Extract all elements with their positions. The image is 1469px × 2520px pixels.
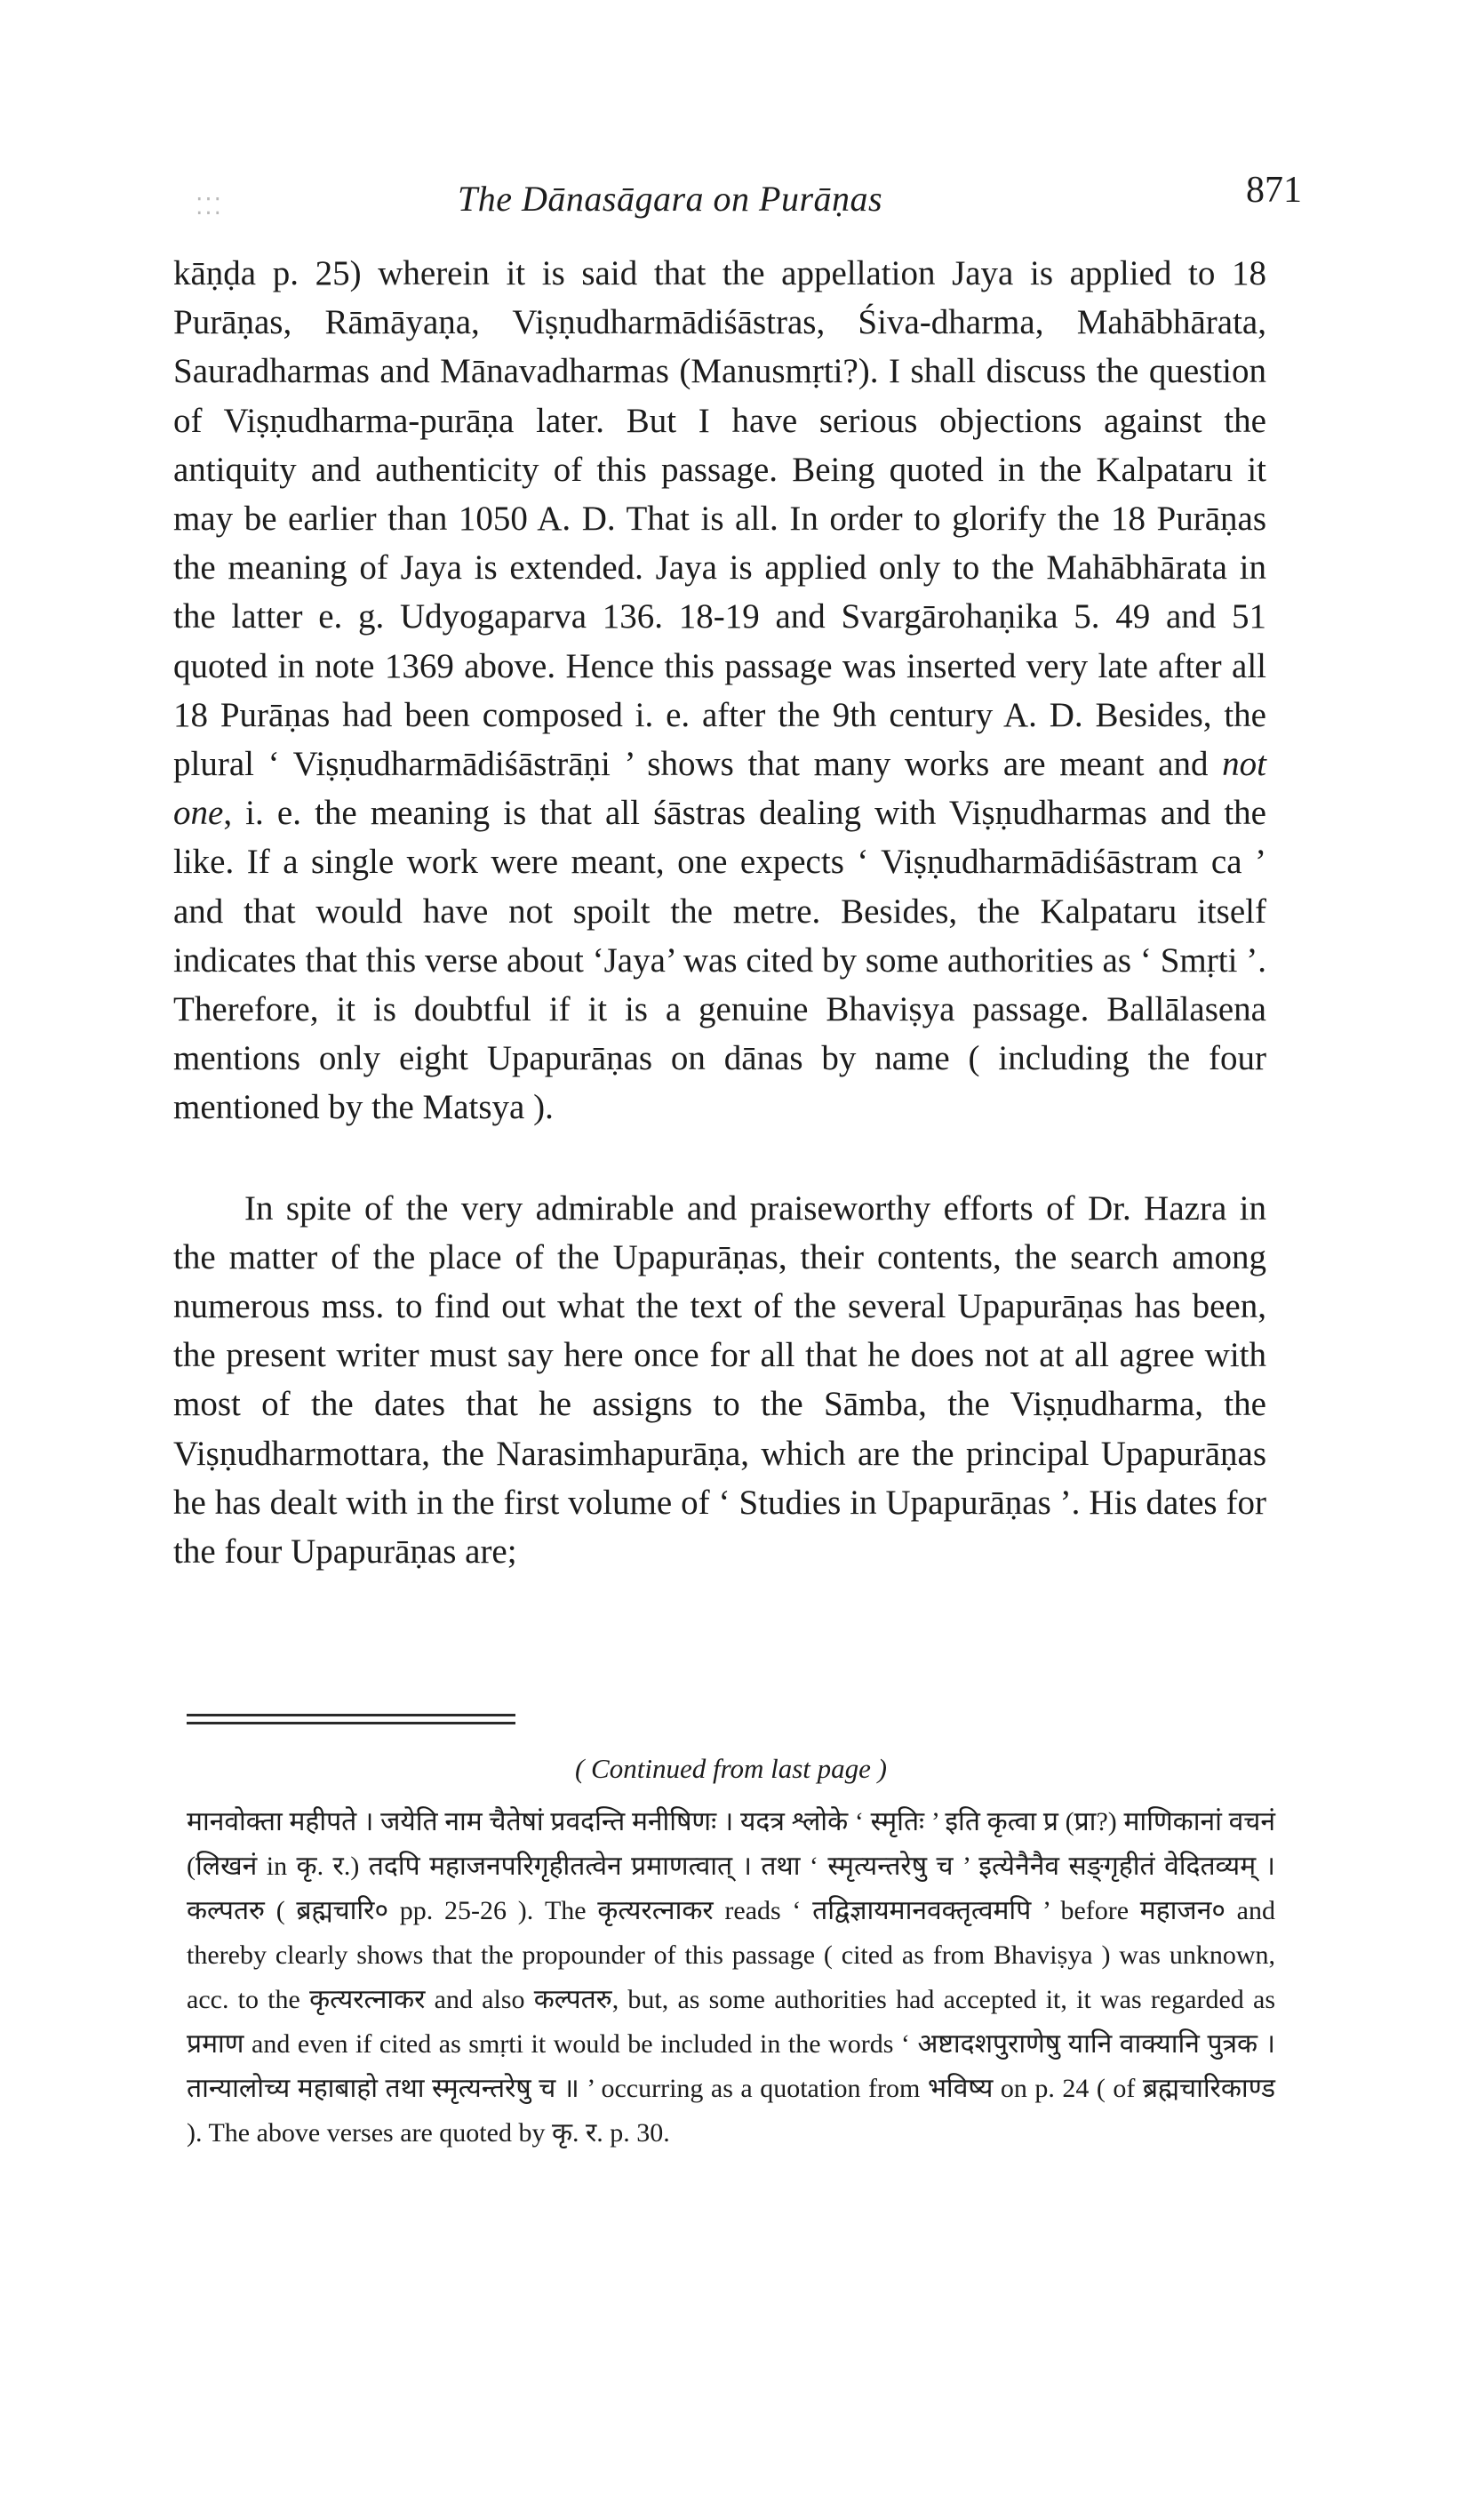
running-title: The Dānasāgara on Purāṇas — [458, 179, 883, 219]
body-text — [173, 249, 1266, 1576]
footnote-body: मानवोक्ता महीपते । जयेति नाम चैतेषां प्रवदन्ति मनीषिणः । यदत्र श्लोके ‘ स्मृतिः ’ इति कृत्वा प्र (प्रा?) माणिकानां वचनं (लिखनं in कृ. र.) तदपि महाजनपरिगृहीतत्वेन प्रमाणत्वात् । तथा ‘ स्मृत्यन्तरेषु च ’ इत्येनैनैव सङ्गृहीतं वेदितव्यम् । कल्पतरु ( ब्रह्मचारि० pp. 25-26 ). The कृत्यरत्नाकर reads ‘ तद्विज्ञायमानवक्तृत्वमपि ’ before महाजन० and thereby clearly shows that the propounder of this passage ( cited as from Bhaviṣya ) was unknown, acc. to the कृत्यरत्नाकर and also कल्पतरु, but, as some authorities had accepted it, it was regarded as प्रमाण and even if cited as smṛti it would be included in the words ‘ अष्टादशपुराणेषु यानि वाक्यानि पुत्रक । तान्यालोच्य महाबाहो तथा स्मृत्यन्तरेषु च ॥ ’ occurring as a quotation from भविष्य on p. 24 ( of ब्रह्मचारिकाण्ड ). The above verses are quoted by कृ. र. p. 30. — [187, 1807, 1275, 2148]
footnote — [187, 1747, 1275, 2156]
footnote-divider — [187, 1714, 515, 1724]
footnote-rule-line-top — [187, 1714, 515, 1716]
paragraph-1-continuation: , i. e. the meaning is that all śāstras dealing with Viṣṇudharmas and the like. If a single work were meant, one expects ‘ Viṣṇudharmādiśāstram ca ’ and that would have not spoilt the metre. Besides, the Kalpataru itself indicates that this verse about ‘Jaya’ was cited by some authorities as ‘ Smṛti ’. Therefore, it is doubtful if it is a genuine Bhaviṣya passage. Ballālasena mentions only eight Upapurāṇas on dānas by name ( including the four mentioned by the Matsya ). — [173, 794, 1266, 1127]
page-number: 871 — [1246, 170, 1302, 211]
footnote-continued-label: ( Continued from last page ) — [574, 1753, 888, 1784]
paragraph-1 — [173, 249, 1266, 1132]
paragraph-2: In spite of the very admirable and praiseworthy efforts of Dr. Hazra in the matter of the place of the Upapurāṇas, their contents, the search among numerous mss. to find out what the text of the several Upapurāṇas has been, the present writer must say here once for all that he does not at all agree with most of the dates that he assigns to the Sāmba, the Viṣṇudharma, the Viṣṇudharmottara, the Narasimhapurāṇa, which are the principal Upapurāṇas he has dealt with in the first volume of ‘ Studies in Upapurāṇas ’. His dates for the four Upapurāṇas are; — [173, 1188, 1266, 1572]
footnote-rule-line-bottom — [187, 1722, 515, 1724]
page-header — [173, 169, 1302, 231]
margin-smudge: ㅤ⁚⁚⁚ — [173, 194, 223, 220]
paragraph-1-text: kāṇḍa p. 25) wherein it is said that the appellation Jaya is applied to 18 Purāṇas, Rāmāyaṇa, Viṣṇudharmādiśāstras, Śiva-dharma, Mahābhārata, Sauradharmas and Mānavadharmas (Manusmṛti?). I shall discuss the question of Viṣṇudharma-purāṇa later. But I have serious objections against the antiquity and authenticity of this passage. Being quoted in the Kalpataru it may be earlier than 1050 A. D. That is all. In order to glorify the 18 Purāṇas the meaning of Jaya is extended. Jaya is applied only to the Mahābhārata in the latter e. g. Udyogaparva 136. 18-19 and Svargārohaṇika 5. 49 and 51 quoted in note 1369 above. Hence this passage was inserted very late after all 18 Purāṇas had been composed i. e. after the 9th century A. D. Besides, the plural ‘ Viṣṇudharmādiśāstrāṇi ’ shows that many works are meant and — [173, 254, 1266, 784]
paragraph-1-emphasis: not one — [173, 745, 1266, 833]
